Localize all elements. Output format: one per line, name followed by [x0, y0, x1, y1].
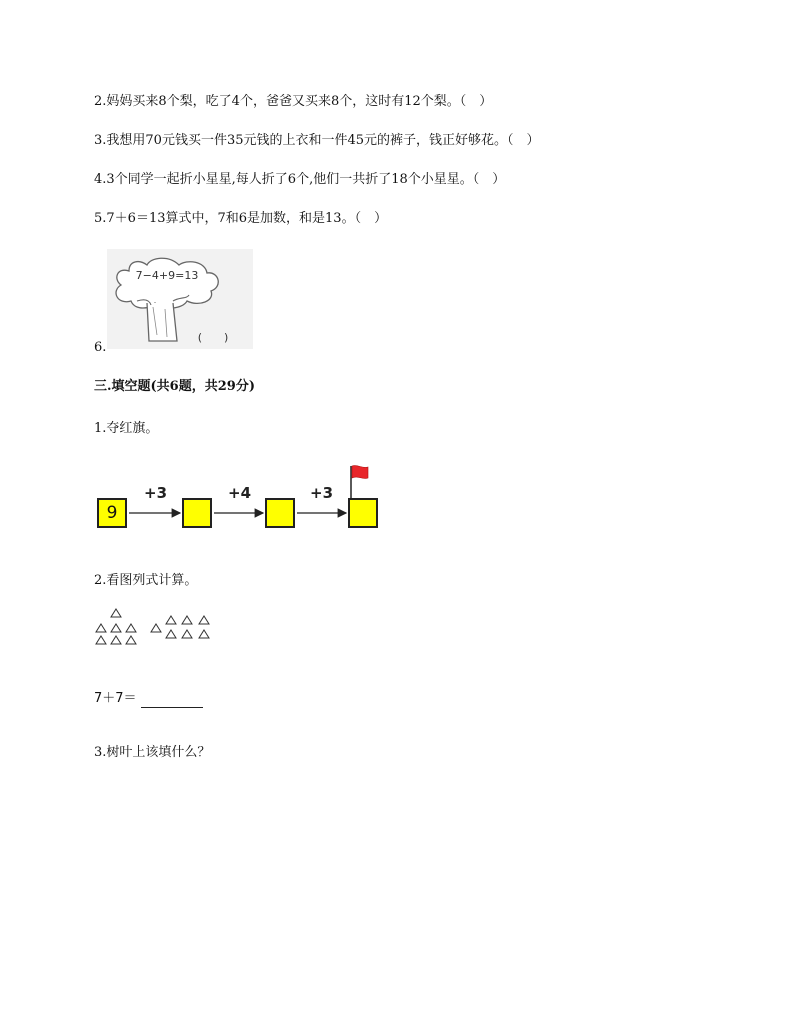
step-label-3: +3 — [310, 484, 334, 502]
fill-question-2-title: 2.看图列式计算。 — [94, 573, 198, 588]
judge-question-6-number: 6. — [94, 340, 107, 355]
expression-text: 7＋7＝ — [94, 691, 137, 706]
tree-picture — [107, 249, 253, 349]
judge-question-4: 4.3个同学一起折小星星,每人折了6个,他们一共折了18个小星星。（ ） — [94, 172, 506, 187]
triangles-icon — [94, 606, 224, 646]
judge-question-5: 5.7＋6＝13算式中，7和6是加数，和是13。（ ） — [94, 211, 388, 226]
section-heading: 三.填空题(共6题，共29分) — [94, 379, 255, 394]
judge-question-2: 2.妈妈买来8个梨，吃了4个，爸爸又买来8个，这时有12个梨。（ ） — [94, 94, 493, 109]
fill-question-1-title: 1.夺红旗。 — [94, 421, 159, 436]
step-label-2: +4 — [228, 484, 252, 502]
arrows-icon — [96, 462, 396, 534]
step-label-1: +3 — [144, 484, 168, 502]
red-flag-icon — [351, 466, 368, 498]
flag-chain-diagram — [96, 462, 396, 534]
expression-line — [94, 690, 203, 708]
tree-equation: 7−4+9=13 — [135, 269, 199, 282]
tree-drawing-icon — [107, 249, 253, 349]
judge-question-3: 3.我想用70元钱买一件35元钱的上衣和一件45元的裤子，钱正好够花。（ ） — [94, 133, 540, 148]
answer-blank[interactable] — [141, 694, 203, 708]
triangle-picture — [94, 606, 224, 646]
start-value-box: 9 — [97, 498, 127, 528]
tree-answer-paren: ( ) — [197, 331, 229, 344]
fill-question-3-title: 3.树叶上该填什么？ — [94, 745, 211, 760]
